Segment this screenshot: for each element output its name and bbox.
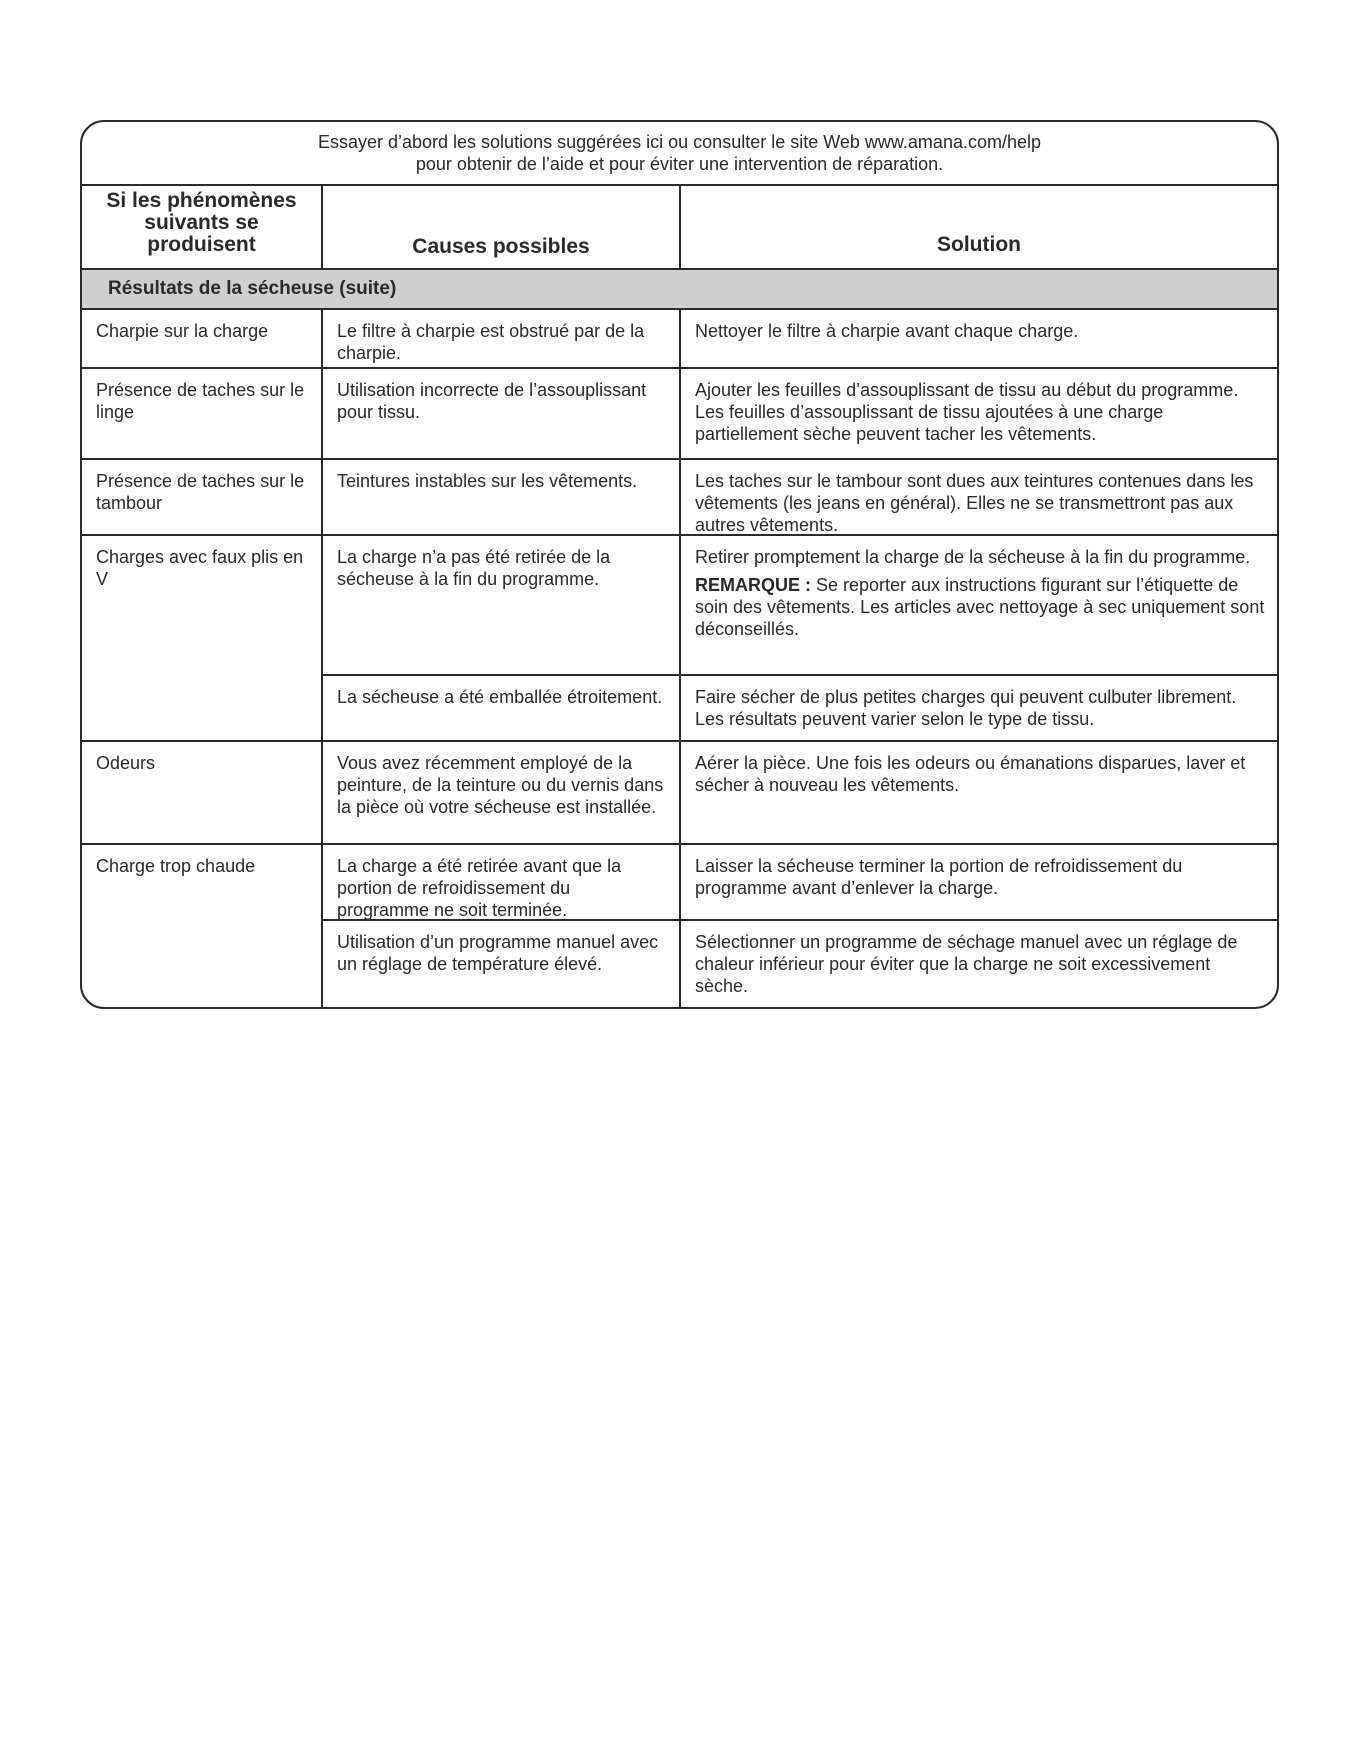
cause-cell: Utilisation d’un programme manuel avec un réglage de température élevé. xyxy=(323,921,681,1007)
solution-cell: Aérer la pièce. Une fois les odeurs ou émanations disparues, laver et sécher à nouveau les vêtements. xyxy=(695,753,1246,795)
solution-cell: Faire sécher de plus petites charges qui peuvent culbuter librement. Les résultats peuvent varier selon le type de tissu. xyxy=(695,687,1237,729)
header-solution xyxy=(681,186,1277,268)
table-row xyxy=(323,845,1277,921)
problem-cell: Charges avec faux plis en V xyxy=(82,536,323,740)
table-row xyxy=(323,676,1277,740)
table-row xyxy=(323,921,1277,1007)
table-row xyxy=(82,742,1277,845)
table-row xyxy=(323,536,1277,676)
cause-cell: Le filtre à charpie est obstrué par de la charpie. xyxy=(323,310,681,367)
header-causes xyxy=(323,186,681,268)
note-paragraph xyxy=(695,574,1265,640)
header-problem-line-1: Si les phénomènes xyxy=(106,189,297,212)
solution-cell: Laisser la sécheuse terminer la portion de refroidissement du programme avant d’enlever la charge. xyxy=(695,856,1183,898)
solution-cell: Nettoyer le filtre à charpie avant chaque charge. xyxy=(695,321,1079,341)
header-problem-line-2: suivants se xyxy=(144,211,259,234)
section-title: Résultats de la sécheuse (suite) xyxy=(82,270,1277,310)
header-problem-line-3: produisent xyxy=(147,233,256,256)
cause-cell: La charge n’a pas été retirée de la sécheuse à la fin du programme. xyxy=(323,536,681,674)
header-solution-label: Solution xyxy=(937,233,1021,256)
header-causes-label: Causes possibles xyxy=(412,235,590,258)
table-row xyxy=(82,369,1277,460)
troubleshooting-table xyxy=(80,120,1279,1009)
table-row xyxy=(82,460,1277,536)
problem-cell: Présence de taches sur le linge xyxy=(82,369,323,458)
table-row xyxy=(82,310,1277,369)
problem-cell: Odeurs xyxy=(82,742,323,843)
cause-cell: Vous avez récemment employé de la peinture, de la teinture ou du vernis dans la pièce où votre sécheuse est installée. xyxy=(323,742,681,843)
table-row-group xyxy=(82,845,1277,1007)
header-row xyxy=(82,186,1277,270)
problem-cell: Charpie sur la charge xyxy=(82,310,323,367)
intro-line-2: pour obtenir de l’aide et pour éviter une intervention de réparation. xyxy=(415,154,944,174)
solution-cell: Ajouter les feuilles d’assouplissant de tissu au début du programme. Les feuilles d’assouplissant de tissu ajoutées à une charge partiellement sèche peuvent tacher les vêtements. xyxy=(695,380,1239,444)
cause-cell: La charge a été retirée avant que la portion de refroidissement du programme ne soit terminée. xyxy=(323,845,681,919)
problem-cell: Présence de taches sur le tambour xyxy=(82,460,323,534)
row-stack xyxy=(323,845,1277,1007)
cause-cell: Teintures instables sur les vêtements. xyxy=(323,460,681,534)
intro-text xyxy=(82,122,1277,186)
intro-line-1: Essayer d’abord les solutions suggérées ici ou consulter le site Web www.amana.com/help xyxy=(317,132,1042,152)
solution-cell xyxy=(681,536,1277,674)
solution-text: Retirer promptement la charge de la sécheuse à la fin du programme. xyxy=(695,547,1251,567)
cause-cell: La sécheuse a été emballée étroitement. xyxy=(323,676,681,740)
table-row-group xyxy=(82,536,1277,742)
note-label: REMARQUE : xyxy=(695,575,811,595)
problem-cell: Charge trop chaude xyxy=(82,845,323,1007)
header-problem xyxy=(82,186,323,268)
solution-cell: Sélectionner un programme de séchage manuel avec un réglage de chaleur inférieur pour éviter que la charge ne soit excessivement sèche. xyxy=(695,932,1238,996)
note-text: Se reporter aux instructions figurant sur l’étiquette de soin des vêtements. Les articles avec nettoyage à sec uniquement sont déconseillés. xyxy=(695,575,1265,639)
cause-cell: Utilisation incorrecte de l’assouplissant pour tissu. xyxy=(323,369,681,458)
row-stack xyxy=(323,536,1277,740)
solution-cell: Les taches sur le tambour sont dues aux teintures contenues dans les vêtements (les jeans en général). Elles ne se transmettront pas aux autres vêtements. xyxy=(695,471,1254,535)
